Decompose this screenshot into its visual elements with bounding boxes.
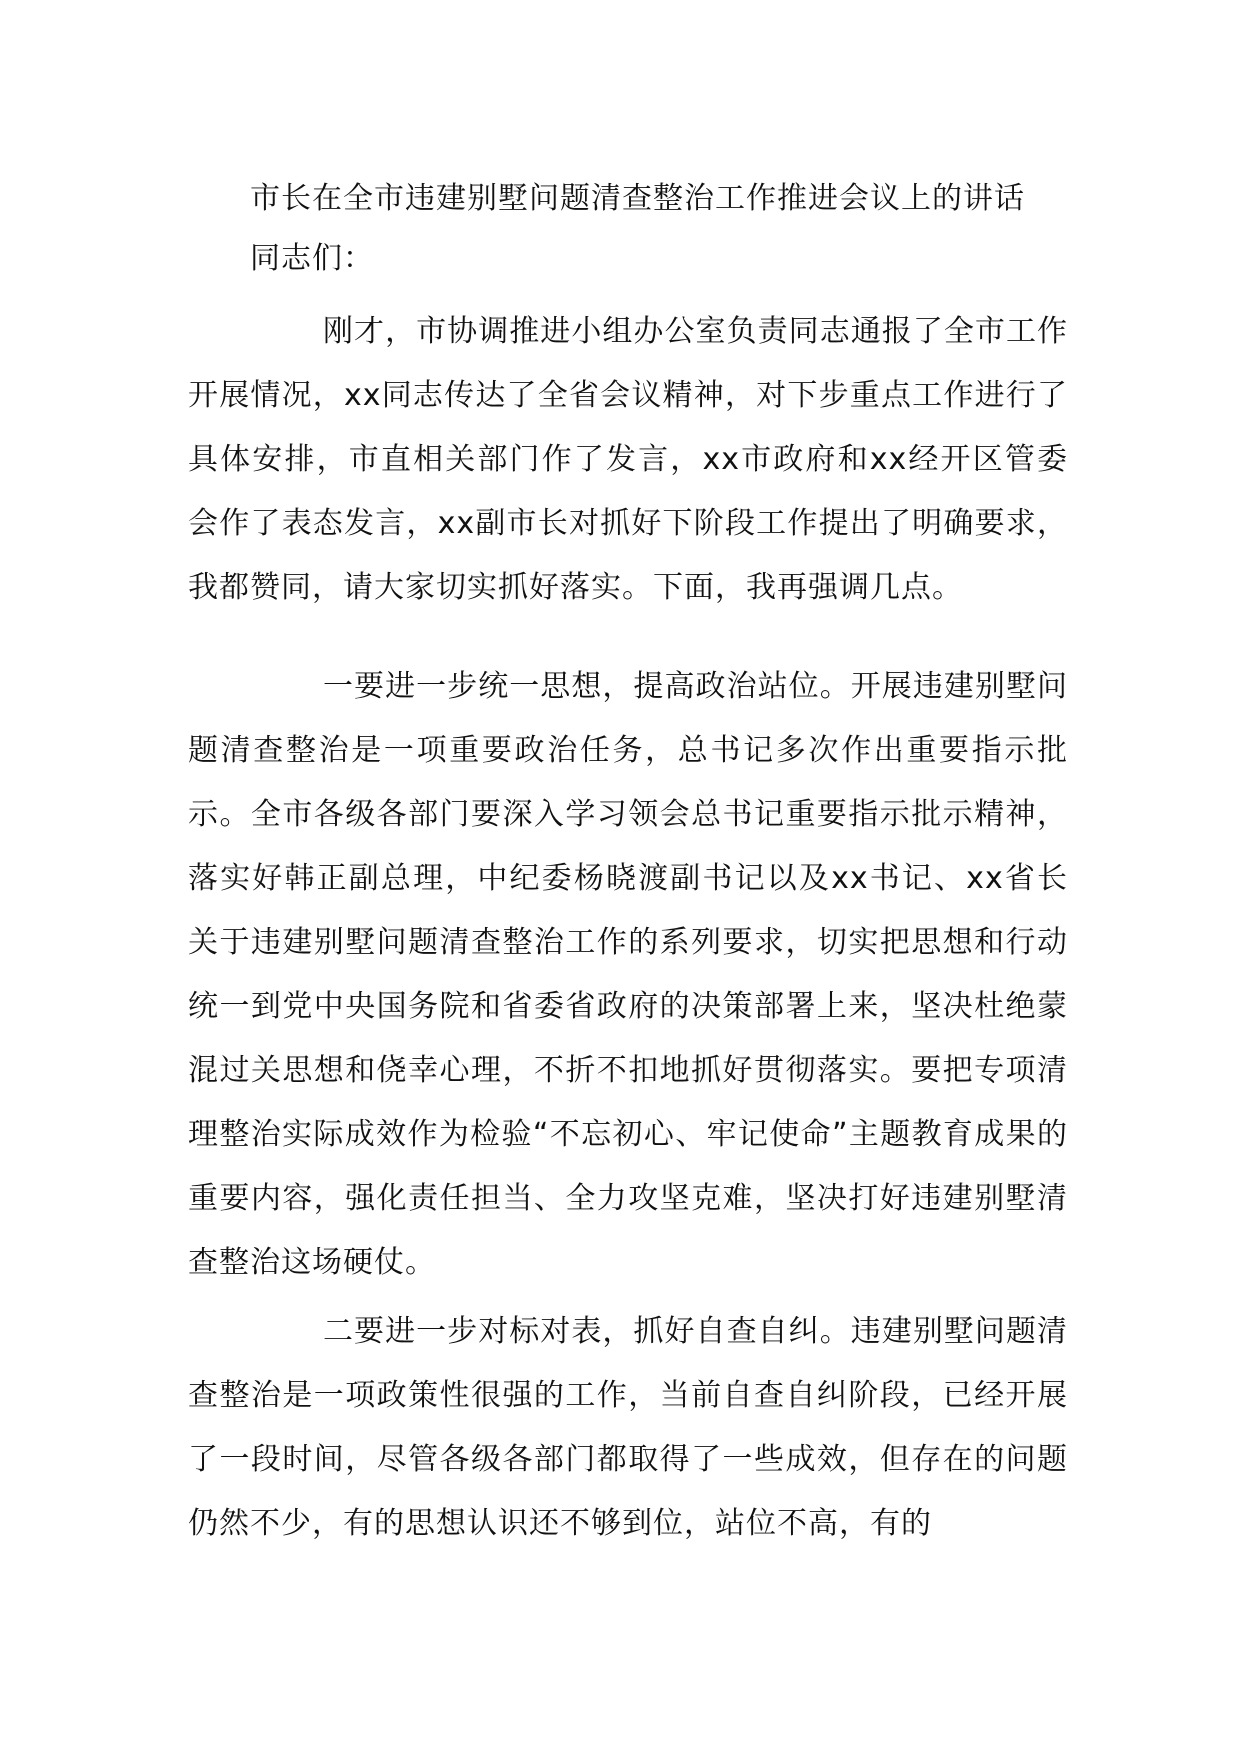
paragraph-2: 一要进一步统一思想，提高政治站位。开展违建别墅问题清查整治是一项重要政治任务，总书记多次作出重要指示批示。全市各级各部门要深入学习领会总书记重要指示批示精神，落实好韩正副总理，中纪委杨晓渡副书记以及xx书记、xx省长关于违建别墅问题清查整治工作的系列要求，切实把思想和行动统一到党中央国务院和省委省政府的决策部署上来，坚决杜绝蒙混过关思想和侥幸心理，不折不扣地抓好贯彻落实。要把专项清理整治实际成效作为检验“不忘初心、牢记使命”主题教育成果的重要内容，强化责任担当、全力攻坚克难，坚决打好违建别墅清查整治这场硬仗。	[188, 669, 1068, 1280]
document-title: 市长在全市违建别墅问题清查整治工作推进会议上的讲话	[250, 181, 1025, 216]
salutation: 同志们：	[250, 241, 374, 276]
paragraph-1: 刚才，市协调推进小组办公室负责同志通报了全市工作开展情况，xx同志传达了全省会议精神，对下步重点工作进行了具体安排，市直相关部门作了发言，xx市政府和xx经开区管委会作了表态发言，xx副市长对抓好下阶段工作提出了明确要求，我都赞同，请大家切实抓好落实。下面，我再强调几点。	[188, 314, 1068, 605]
paragraph-3: 二要进一步对标对表，抓好自查自纠。违建别墅问题清查整治是一项政策性很强的工作，当前自查自纠阶段，已经开展了一段时间，尽管各级各部门都取得了一些成效，但存在的问题仍然不少，有的思想认识还不够到位，站位不高，有的	[188, 1314, 1068, 1541]
